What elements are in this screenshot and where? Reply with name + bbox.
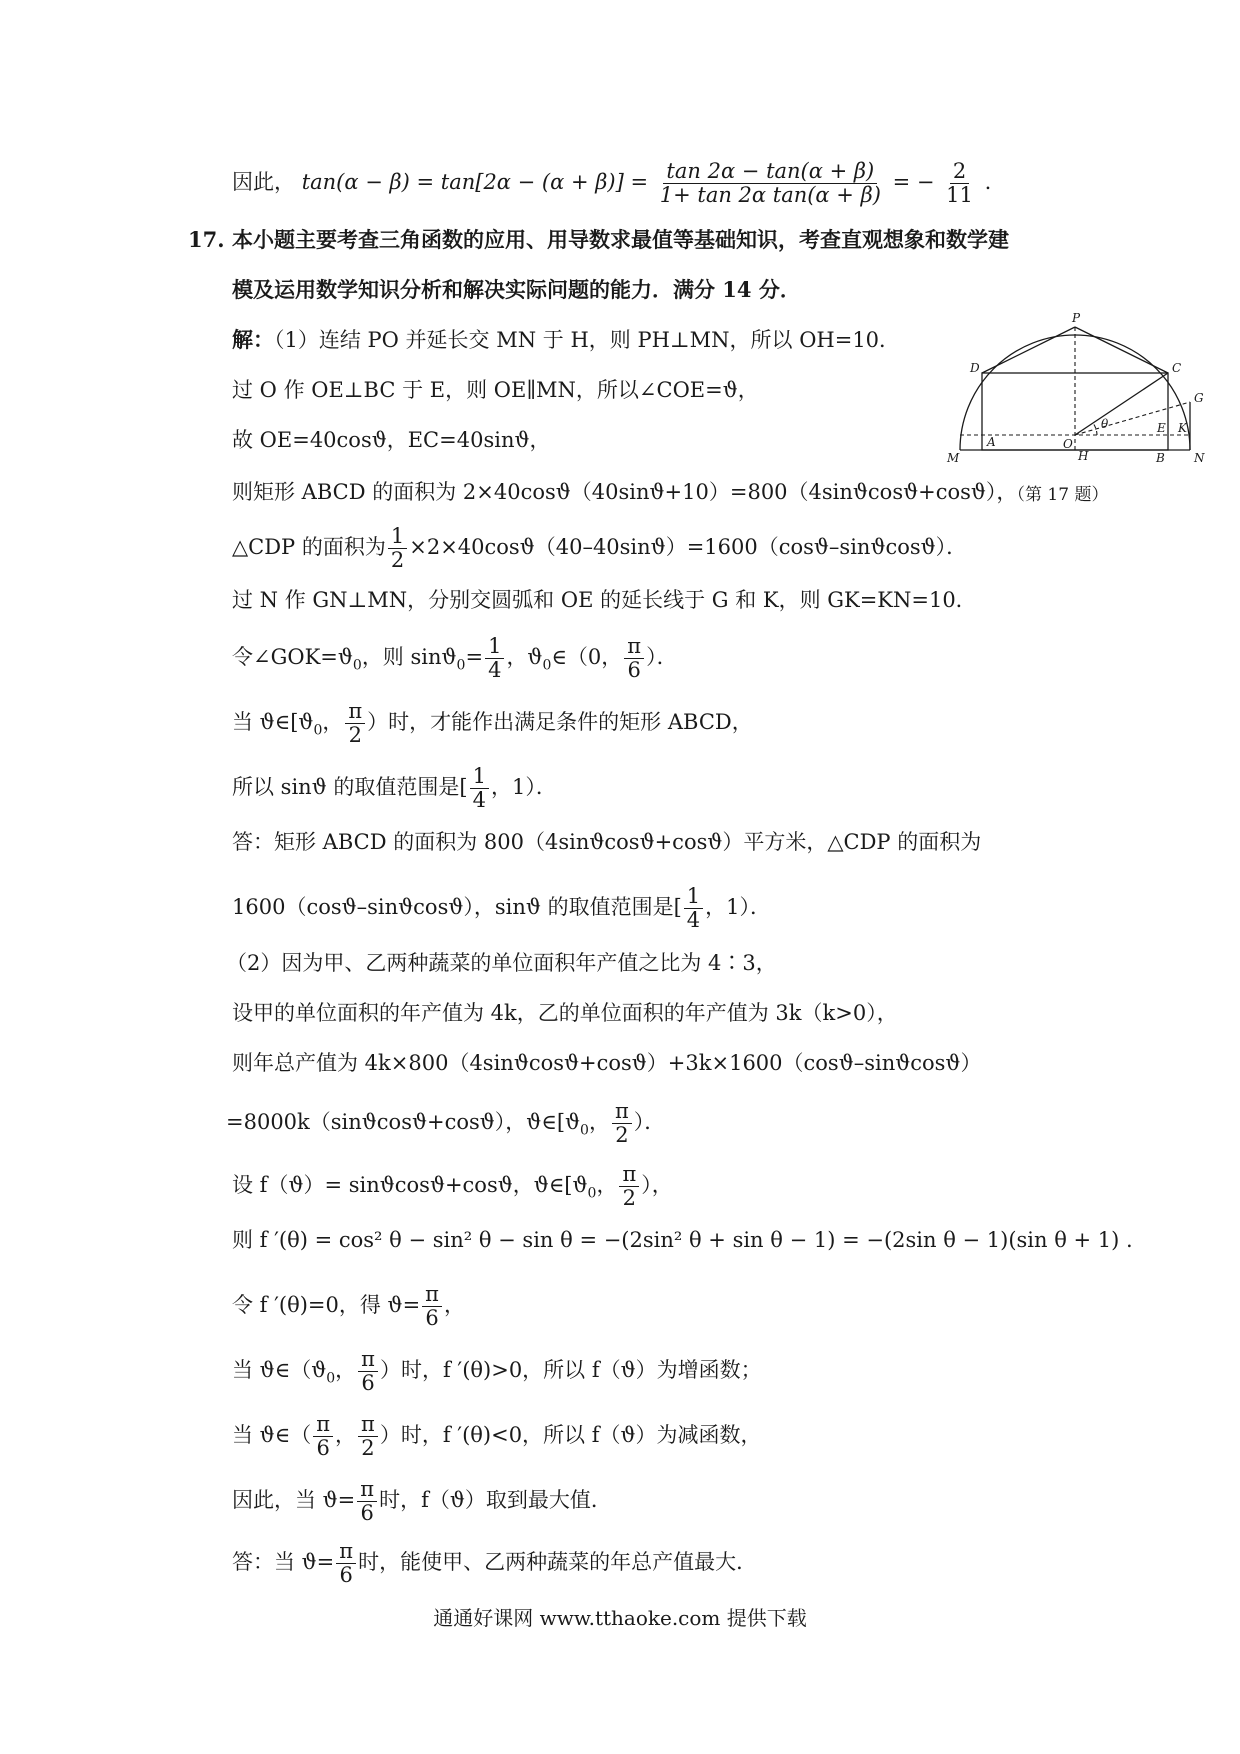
part1-line-9: 所以 sinϑ 的取值范围是[ $\frac{1}{4}$ ，1）． — [232, 764, 557, 813]
part2-line-3: 则年总产值为 4k×800（4sinϑcosϑ+cosϑ）+3k×1600（cosϑ–sinϑcosϑ） — [232, 1051, 982, 1075]
part2-line-1: （2）因为甲、乙两种蔬菜的单位面积年产值之比为 4∶3， — [226, 951, 777, 975]
label-e: E — [1157, 421, 1166, 435]
part1-line-3: 故 OE=40cosϑ，EC=40sinϑ， — [232, 428, 551, 452]
segment-oc — [1075, 373, 1168, 435]
part2-line-4: =8000k（sinϑcosϑ+cosϑ），$ϑ\in[ϑ_0$， $\frac{\pi}{2}$ ）． — [226, 1099, 666, 1148]
top-formula: 因此， tan(α − β) = tan[2α − (α + β)] = $\frac{\tan 2\alpha - \tan(\alpha + \beta)}{\text{1+ tan 2α tan(α + β)}}$ = − $\frac{2}{11}$ . — [232, 159, 992, 208]
label-p: P — [1072, 311, 1081, 325]
label-c: C — [1172, 361, 1182, 375]
top-fraction: $\frac{\tan 2\alpha - \tan(\alpha + \beta)}{\text{1+ tan 2α tan(α + β)}}$ — [659, 159, 881, 208]
label-h: H — [1078, 449, 1089, 463]
part1-line-2: 过 O 作 OE⊥BC 于 E，则 OE∥MN，所以∠COE=ϑ， — [232, 378, 759, 402]
part2-line-5: 设 f（ϑ）= sinϑcosϑ+cosϑ，$ϑ\in[ϑ_0$， $\frac{\pi}{2}$ ）， — [232, 1162, 673, 1211]
part2-derivative: 则 f ′(θ) = cos² θ − sin² θ − sin θ = −(2sin² θ + sin θ − 1) = −(2sin θ − 1)(sin θ + 1) . — [232, 1228, 1133, 1252]
label-m: M — [947, 451, 960, 465]
part1-line-6: 过 N 作 GN⊥MN，分别交圆弧和 OE 的延长线于 G 和 K，则 GK=KN=10． — [232, 588, 977, 612]
part2-line-10: 因此，当 ϑ= $\frac{\pi}{6}$ 时，f（ϑ）取到最大值． — [232, 1477, 612, 1526]
page-footer: 通通好课网 www.tthaoke.com 提供下载 — [433, 1606, 807, 1630]
part1-line-5: △CDP 的面积为 $\frac{1}{2}$ ×2×40cosϑ（40–40sinϑ）=1600（cosϑ–sinϑcosϑ）． — [232, 524, 968, 573]
problem-number: 17. — [188, 227, 225, 252]
result-fraction: $\frac{2}{11}$ — [946, 159, 973, 208]
part1-line-7: 令$\angle GOK=ϑ_0$，则 sinϑ$_0$= $\frac{1}{4}$ ，$ϑ_0\in(0$， $\frac{\pi}{6}$ ）． — [232, 634, 678, 683]
label-o: O — [1063, 437, 1073, 451]
part1-line-4: 则矩形 ABCD 的面积为 2×40cosϑ（40sinϑ+10）=800（4sinϑcosϑ+cosϑ）， — [232, 480, 1018, 504]
label-b: B — [1156, 451, 1165, 465]
label-d: D — [970, 361, 980, 375]
part1-answer-2: 1600（cosϑ–sinϑcosϑ），sinϑ 的取值范围是[ $\frac{1}{4}$ ，1）． — [232, 884, 772, 933]
part1-answer-1: 答：矩形 ABCD 的面积为 800（4sinϑcosϑ+cosϑ）平方米，△CDP 的面积为 — [232, 830, 982, 854]
problem-intro-2: 模及运用数学知识分析和解决实际问题的能力．满分 14 分． — [232, 277, 801, 302]
segment-dp — [982, 327, 1075, 373]
label-a: A — [987, 435, 996, 449]
part1-line-8: 当 $ϑ\in[ϑ_0$， $\frac{\pi}{2}$ ）时，才能作出满足条件的矩形 ABCD， — [232, 699, 753, 748]
part2-line-9: 当 ϑ∈（ $\frac{\pi}{6}$ ， $\frac{\pi}{2}$ ）时，f ′(θ)<0，所以 f（ϑ）为减函数， — [232, 1412, 762, 1461]
part2-answer: 答：当 ϑ= $\frac{\pi}{6}$ 时，能使甲、乙两种蔬菜的年总产值最大． — [232, 1539, 758, 1588]
part1-line-1: 解：（1）连结 PO 并延长交 MN 于 H，则 PH⊥MN，所以 OH=10． — [232, 327, 901, 352]
label-n: N — [1194, 451, 1205, 465]
problem-intro-1: 本小题主要考查三角函数的应用、用导数求最值等基础知识，考查直观想象和数学建 — [232, 227, 1009, 252]
geometry-figure — [935, 310, 1215, 475]
part2-line-8: 当 $ϑ\in(ϑ_0$， $\frac{\pi}{6}$ ）时，f ′(θ)>0，所以 f（ϑ）为增函数； — [232, 1347, 762, 1396]
part2-line-2: 设甲的单位面积的年产值为 4k，乙的单位面积的年产值为 3k（k>0）， — [232, 1001, 898, 1025]
label-k: K — [1178, 421, 1187, 435]
label-theta: θ — [1101, 417, 1109, 431]
label-g: G — [1194, 391, 1204, 405]
segment-og-dashed — [1075, 402, 1190, 435]
segment-pc — [1075, 327, 1168, 373]
figure-caption: （第 17 题） — [1008, 485, 1109, 505]
part2-line-7: 令 f ′(θ)=0，得 ϑ= $\frac{\pi}{6}$ ， — [232, 1282, 465, 1331]
